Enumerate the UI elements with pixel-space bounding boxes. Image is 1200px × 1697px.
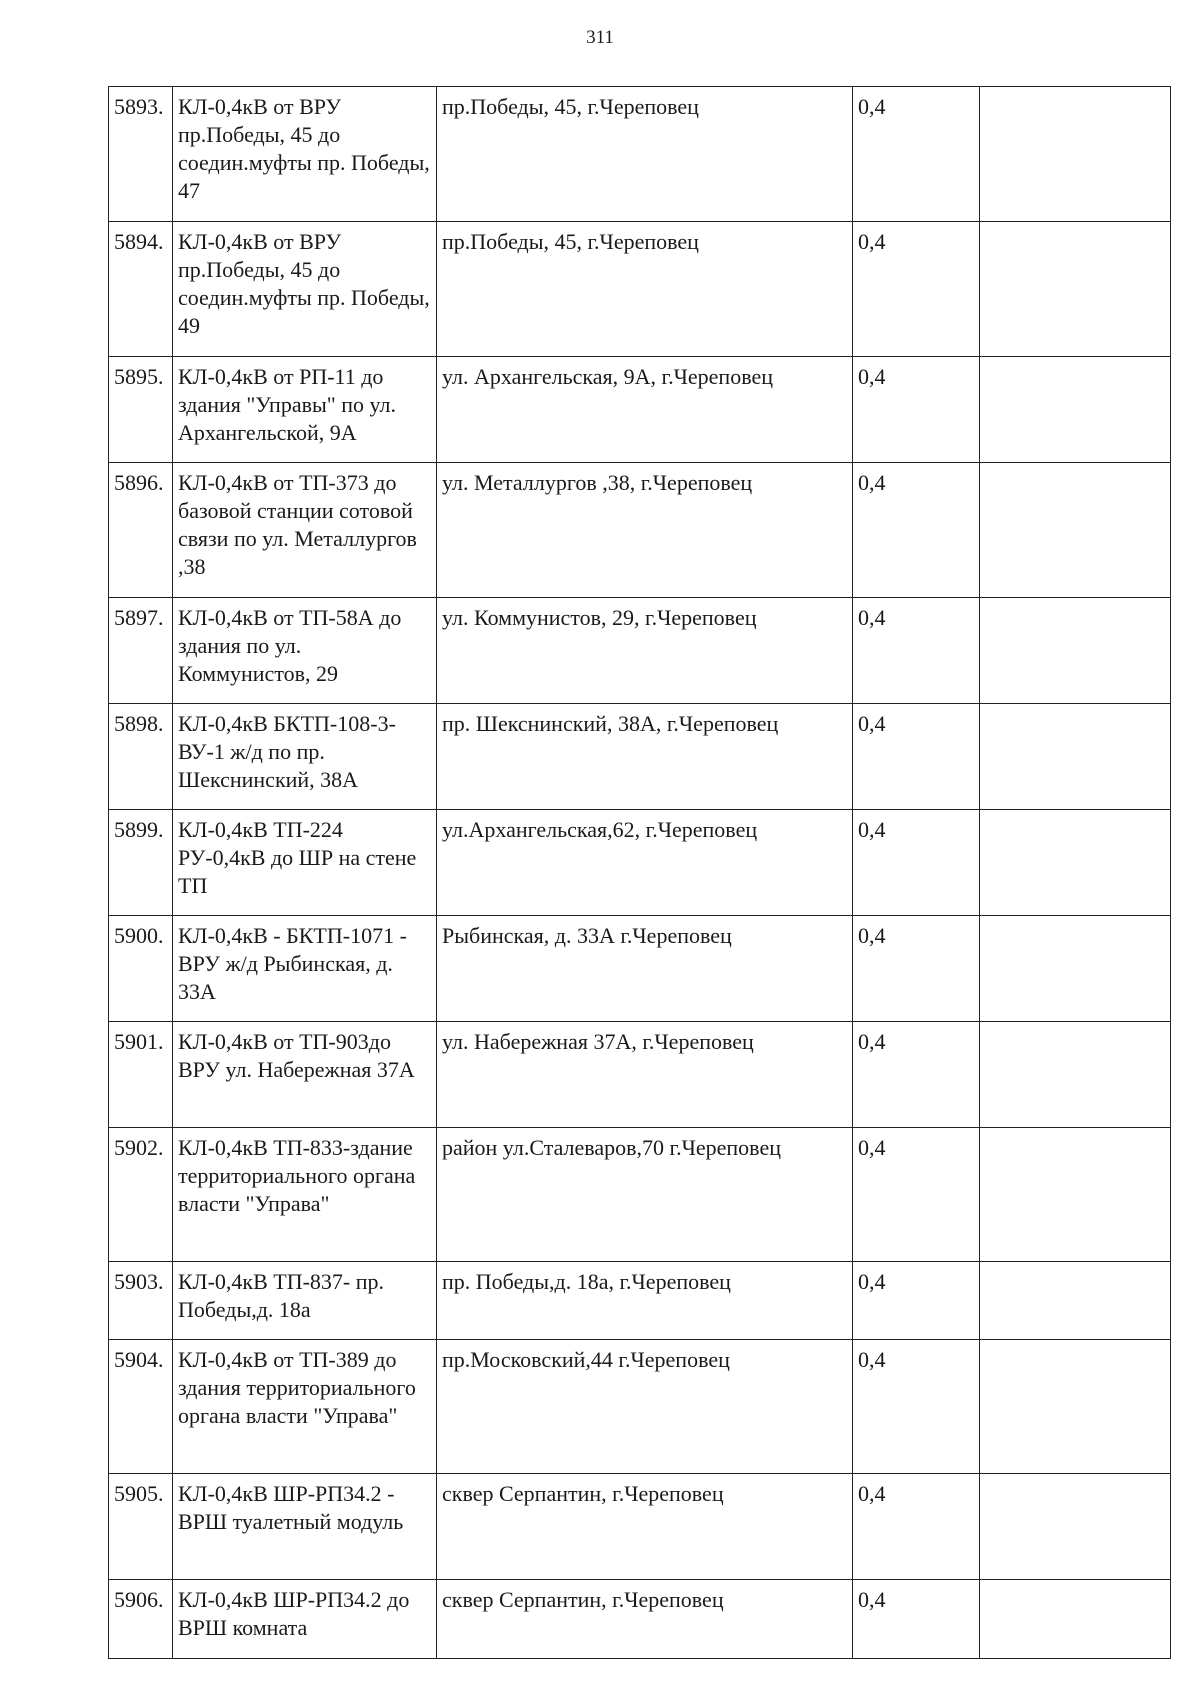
page-number: 311 — [586, 27, 614, 48]
empty-cell — [980, 810, 1171, 916]
address: сквер Серпантин, г.Череповец — [437, 1580, 853, 1659]
empty-cell — [980, 87, 1171, 222]
cable-line-name: КЛ-0,4кВ ТП-833-здание территориального органа власти "Управа" — [173, 1128, 437, 1262]
row-number: 5896. — [109, 463, 173, 598]
row-number: 5904. — [109, 1340, 173, 1474]
table-row — [109, 87, 1171, 222]
voltage: 0,4 — [853, 1474, 980, 1580]
empty-cell — [980, 916, 1171, 1022]
table-row — [109, 1474, 1171, 1580]
voltage: 0,4 — [853, 463, 980, 598]
table-row — [109, 1022, 1171, 1128]
voltage: 0,4 — [853, 1340, 980, 1474]
row-number: 5906. — [109, 1580, 173, 1659]
row-number: 5905. — [109, 1474, 173, 1580]
table-row — [109, 357, 1171, 463]
empty-cell — [980, 1262, 1171, 1340]
table-row — [109, 222, 1171, 357]
address: ул. Набережная 37А, г.Череповец — [437, 1022, 853, 1128]
address: ул. Металлургов ,38, г.Череповец — [437, 463, 853, 598]
table-row — [109, 704, 1171, 810]
cable-line-name: КЛ-0,4кВ ШР-РП34.2 до ВРШ комната — [173, 1580, 437, 1659]
address: Рыбинская, д. 33А г.Череповец — [437, 916, 853, 1022]
voltage: 0,4 — [853, 810, 980, 916]
address: сквер Серпантин, г.Череповец — [437, 1474, 853, 1580]
cable-line-name: КЛ-0,4кВ - БКТП-1071 - ВРУ ж/д Рыбинская, д. 33А — [173, 916, 437, 1022]
voltage: 0,4 — [853, 222, 980, 357]
address: пр.Московский,44 г.Череповец — [437, 1340, 853, 1474]
row-number: 5894. — [109, 222, 173, 357]
registry-table — [108, 86, 1171, 1659]
empty-cell — [980, 1022, 1171, 1128]
row-number: 5900. — [109, 916, 173, 1022]
cable-line-name: КЛ-0,4кВ от ТП-58А до здания по ул. Коммунистов, 29 — [173, 598, 437, 704]
table-row — [109, 810, 1171, 916]
cable-line-name: КЛ-0,4кВ от ВРУ пр.Победы, 45 до соедин.муфты пр. Победы, 49 — [173, 222, 437, 357]
empty-cell — [980, 1128, 1171, 1262]
address: ул. Коммунистов, 29, г.Череповец — [437, 598, 853, 704]
empty-cell — [980, 1340, 1171, 1474]
cable-line-name: КЛ-0,4кВ от ВРУ пр.Победы, 45 до соедин.муфты пр. Победы, 47 — [173, 87, 437, 222]
table-row — [109, 1262, 1171, 1340]
row-number: 5901. — [109, 1022, 173, 1128]
row-number: 5895. — [109, 357, 173, 463]
table-row — [109, 1580, 1171, 1659]
row-number: 5898. — [109, 704, 173, 810]
empty-cell — [980, 357, 1171, 463]
cable-line-name: КЛ-0,4кВ от ТП-903до ВРУ ул. Набережная 37А — [173, 1022, 437, 1128]
empty-cell — [980, 1474, 1171, 1580]
empty-cell — [980, 704, 1171, 810]
voltage: 0,4 — [853, 1128, 980, 1262]
row-number: 5893. — [109, 87, 173, 222]
voltage: 0,4 — [853, 357, 980, 463]
address: ул. Архангельская, 9А, г.Череповец — [437, 357, 853, 463]
cable-line-name: КЛ-0,4кВ БКТП-108-3-ВУ-1 ж/д по пр. Шекснинский, 38А — [173, 704, 437, 810]
empty-cell — [980, 222, 1171, 357]
table-row — [109, 463, 1171, 598]
voltage: 0,4 — [853, 916, 980, 1022]
cable-line-name: КЛ-0,4кВ ТП-837- пр. Победы,д. 18а — [173, 1262, 437, 1340]
address: пр. Победы,д. 18а, г.Череповец — [437, 1262, 853, 1340]
address: район ул.Сталеваров,70 г.Череповец — [437, 1128, 853, 1262]
cable-line-name: КЛ-0,4кВ ШР-РП34.2 - ВРШ туалетный модуль — [173, 1474, 437, 1580]
address: ул.Архангельская,62, г.Череповец — [437, 810, 853, 916]
address: пр.Победы, 45, г.Череповец — [437, 222, 853, 357]
table-row — [109, 598, 1171, 704]
empty-cell — [980, 598, 1171, 704]
voltage: 0,4 — [853, 87, 980, 222]
voltage: 0,4 — [853, 1262, 980, 1340]
registry-table-body — [109, 87, 1171, 1659]
row-number: 5903. — [109, 1262, 173, 1340]
cable-line-name: КЛ-0,4кВ ТП-224 РУ-0,4кВ до ШР на стене ТП — [173, 810, 437, 916]
table-row — [109, 1128, 1171, 1262]
address: пр.Победы, 45, г.Череповец — [437, 87, 853, 222]
voltage: 0,4 — [853, 1580, 980, 1659]
address: пр. Шекснинский, 38А, г.Череповец — [437, 704, 853, 810]
row-number: 5899. — [109, 810, 173, 916]
cable-line-name: КЛ-0,4кВ от ТП-389 до здания территориального органа власти "Управа" — [173, 1340, 437, 1474]
voltage: 0,4 — [853, 704, 980, 810]
table-row — [109, 1340, 1171, 1474]
row-number: 5897. — [109, 598, 173, 704]
cable-line-name: КЛ-0,4кВ от ТП-373 до базовой станции сотовой связи по ул. Металлургов ,38 — [173, 463, 437, 598]
voltage: 0,4 — [853, 598, 980, 704]
cable-line-name: КЛ-0,4кВ от РП-11 до здания "Управы" по ул. Архангельской, 9А — [173, 357, 437, 463]
row-number: 5902. — [109, 1128, 173, 1262]
empty-cell — [980, 463, 1171, 598]
table-row — [109, 916, 1171, 1022]
empty-cell — [980, 1580, 1171, 1659]
voltage: 0,4 — [853, 1022, 980, 1128]
